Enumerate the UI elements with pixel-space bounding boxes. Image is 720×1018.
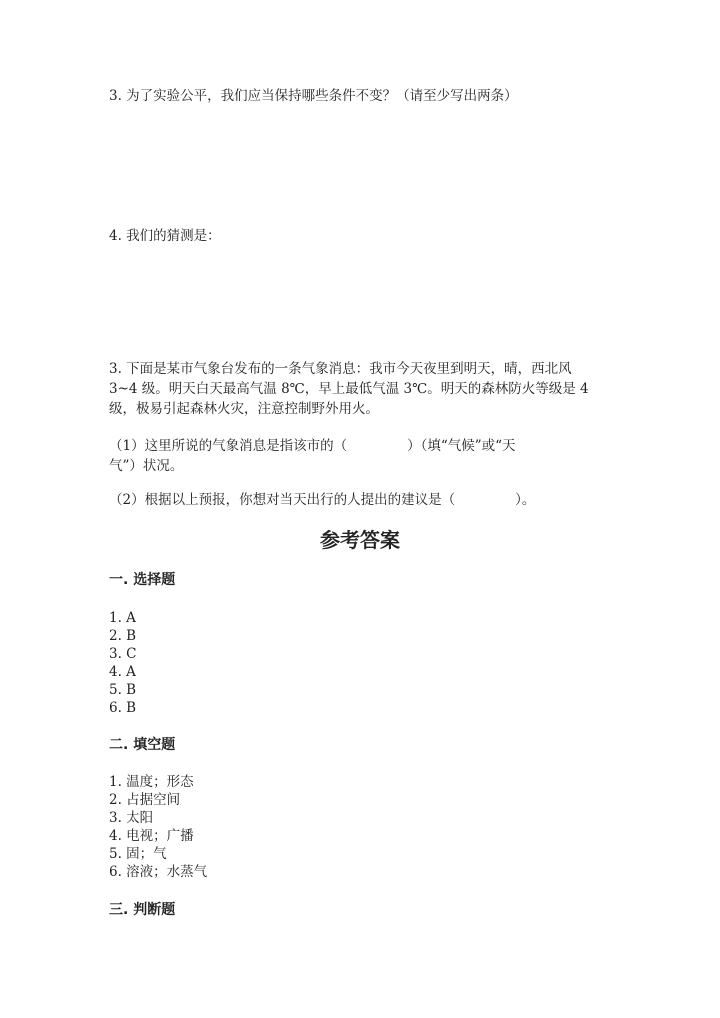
- sub-question-1-part-1: （1）这里所说的气象消息是指该市的（: [109, 438, 348, 454]
- weather-question-line-2: 3~4 级。明天白天最高气温 8℃，早上最低气温 3℃。明天的森林防火等级是 4: [109, 381, 589, 397]
- list-item: 5. B: [109, 682, 137, 698]
- list-item: 6. 溶液；水蒸气: [109, 864, 208, 880]
- list-item: 4. A: [109, 664, 136, 680]
- list-item: 6. B: [109, 700, 137, 716]
- list-item: 3. 太阳: [109, 810, 154, 826]
- list-item: 5. 固；气: [109, 846, 167, 862]
- list-item: 2. B: [109, 628, 137, 644]
- list-item: 3. C: [109, 646, 137, 662]
- sub-question-2-part-1: （2）根据以上预报，你想对当天出行的人提出的建议是（: [109, 492, 456, 508]
- list-item: 4. 电视；广播: [109, 828, 194, 844]
- section-choice-heading: 一. 选择题: [109, 572, 176, 588]
- question-fair-conditions: 3. 为了实验公平，我们应当保持哪些条件不变？（请至少写出两条）: [109, 88, 518, 104]
- question-our-guess: 4. 我们的猜测是：: [109, 228, 221, 244]
- weather-question-line-3: 级，极易引起森林火灾，注意控制野外用火。: [109, 401, 379, 417]
- sub-question-2: [109, 490, 535, 510]
- list-item: 2. 占据空间: [109, 792, 181, 808]
- sub-question-1: [109, 436, 516, 456]
- section-true-false-heading: 三. 判断题: [109, 902, 176, 918]
- weather-question-line-1: 3. 下面是某市气象台发布的一条气象消息：我市今天夜里到明天，晴，西北风: [109, 361, 572, 377]
- list-item: 1. A: [109, 610, 136, 626]
- answers-title: 参考答案: [320, 528, 400, 552]
- sub-question-1-part-2: ）（填“气候”或“天: [407, 438, 516, 454]
- list-item: 1. 温度；形态: [109, 774, 194, 790]
- sub-question-1-line-2: 气”）状况。: [109, 458, 184, 474]
- sub-question-2-part-2: ）。: [515, 492, 536, 508]
- section-fill-blank-heading: 二. 填空题: [109, 737, 176, 753]
